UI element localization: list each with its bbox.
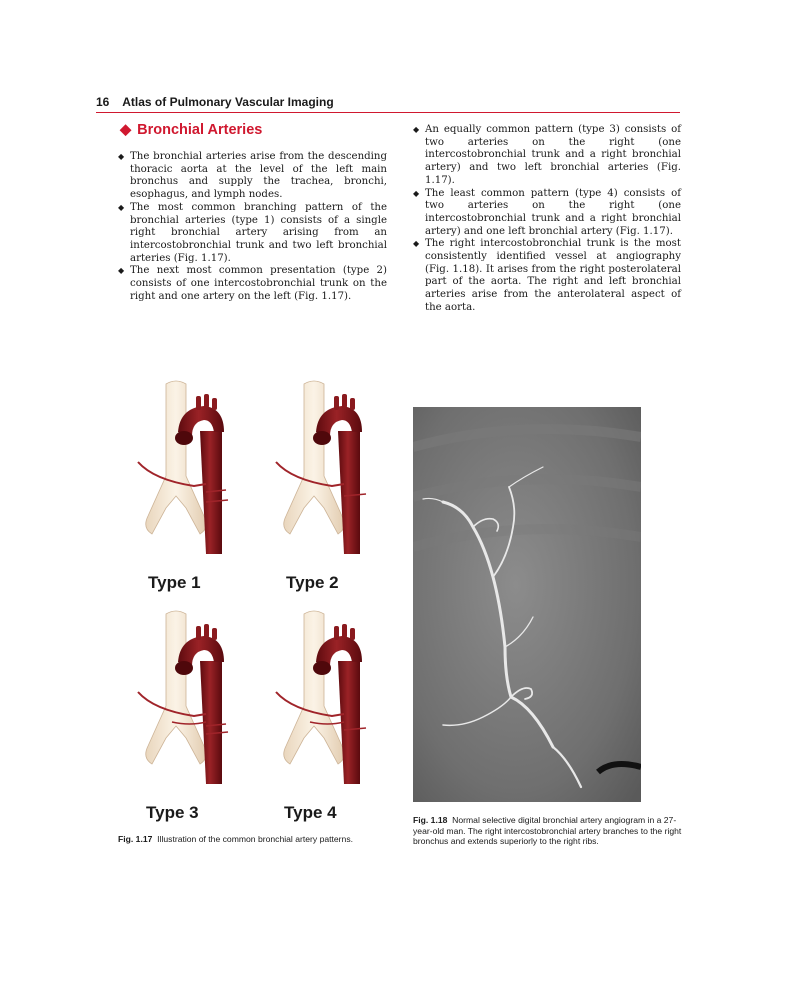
section-title-text: Bronchial Arteries bbox=[137, 122, 263, 138]
diamond-bullet-icon: ◆ bbox=[118, 202, 125, 212]
bullet-item bbox=[118, 202, 387, 266]
type-2-illustration bbox=[276, 381, 366, 554]
caption-label: Fig. 1.18 bbox=[413, 815, 448, 825]
bronchial-artery-illustration bbox=[118, 370, 393, 830]
caption-label: Fig. 1.17 bbox=[118, 834, 153, 844]
type-2-label: Type 2 bbox=[286, 573, 339, 592]
page-number: 16 bbox=[96, 95, 110, 109]
bullet-text: The least common pattern (type 4) consists of two arteries on the right (one intercostobronchial trunk and a right bronchial artery) and one left bronchial artery (Fig. 1.17). bbox=[425, 187, 681, 237]
bullet-text: The next most common presentation (type 2) consists of one intercostobronchial trunk on the right and one artery on the left (Fig. 1.17). bbox=[130, 265, 387, 302]
caption-text: Illustration of the common bronchial artery patterns. bbox=[157, 834, 354, 844]
diamond-bullet-icon: ◆ bbox=[413, 125, 420, 134]
diamond-bullet-icon: ◆ bbox=[120, 122, 132, 138]
type-4-label: Type 4 bbox=[284, 803, 337, 822]
bullet-item bbox=[413, 124, 681, 188]
type-3-label: Type 3 bbox=[146, 803, 199, 822]
bullet-item bbox=[118, 151, 387, 202]
left-column bbox=[118, 151, 387, 303]
running-title: Atlas of Pulmonary Vascular Imaging bbox=[122, 95, 334, 109]
type-4-illustration bbox=[276, 611, 366, 784]
running-header bbox=[96, 95, 334, 109]
bullet-item bbox=[118, 265, 387, 303]
bullet-item bbox=[413, 238, 681, 314]
figure-118-caption bbox=[413, 815, 683, 847]
diamond-bullet-icon: ◆ bbox=[413, 188, 420, 198]
bullet-item bbox=[413, 188, 681, 239]
section-heading bbox=[120, 122, 262, 138]
diamond-bullet-icon: ◆ bbox=[118, 152, 125, 161]
header-rule bbox=[96, 112, 680, 113]
type-3-illustration bbox=[138, 611, 228, 784]
bullet-text: The bronchial arteries arise from the descending thoracic aorta at the level of the left main bronchus and supply the trachea, bronchi, esophagus, and lymph nodes. bbox=[130, 151, 387, 201]
bullet-text: The most common branching pattern of the bronchial arteries (type 1) consists of a single right bronchial artery arising from an intercostobronchial trunk and two left bronchial arteries (Fig. 1.17). bbox=[130, 201, 387, 264]
caption-text: Normal selective digital bronchial artery angiogram in a 27-year-old man. The right intercostobronchial artery branches to the right bronchus and extends superiorly to the right ribs. bbox=[413, 815, 682, 846]
figure-117-caption bbox=[118, 834, 398, 845]
type-1-illustration bbox=[138, 381, 228, 554]
right-column bbox=[413, 124, 681, 315]
bullet-text: An equally common pattern (type 3) consists of two arteries on the right (one intercostobronchial trunk and a right bronchial artery) and two left bronchial arteries (Fig. 1.17). bbox=[425, 124, 681, 186]
diamond-bullet-icon: ◆ bbox=[413, 239, 420, 249]
angiogram-image bbox=[413, 407, 641, 802]
bullet-text: The right intercostobronchial trunk is the most consistently identified vessel at angiography (Fig. 1.18). It arises from the right posterolateral part of the aorta. The right and left bronchial arteries arise from the anterolateral aspect of the aorta. bbox=[425, 238, 681, 313]
type-1-label: Type 1 bbox=[148, 573, 201, 592]
diamond-bullet-icon: ◆ bbox=[118, 266, 125, 276]
